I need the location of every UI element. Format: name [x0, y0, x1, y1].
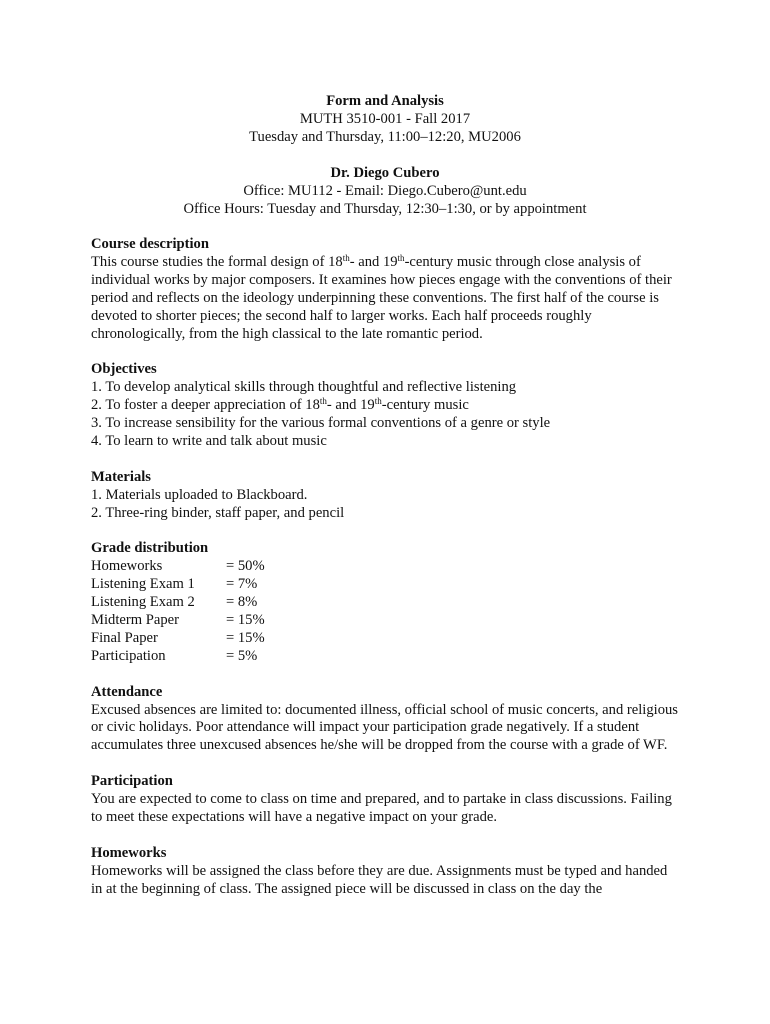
grade-distribution-section: [91, 540, 681, 665]
grade-row: [91, 648, 681, 666]
objectives-section: [91, 361, 681, 451]
course-title: Form and Analysis: [326, 93, 444, 109]
course-schedule: Tuesday and Thursday, 11:00–12:20, MU2006: [249, 128, 521, 145]
participation-heading: Participation: [91, 773, 173, 790]
grade-value: = 15%: [226, 629, 265, 646]
material-item: 1. Materials uploaded to Blackboard.: [91, 486, 308, 503]
participation-section: [91, 773, 681, 827]
grade-distribution-heading: Grade distribution: [91, 540, 209, 557]
grade-value: = 7%: [226, 576, 258, 593]
homeworks-section: [91, 845, 681, 899]
objective-item: [91, 397, 681, 415]
attendance-heading: Attendance: [91, 683, 163, 700]
course-description-heading: Course description: [91, 236, 209, 252]
grade-value: = 50%: [226, 558, 265, 575]
course-description-part: This course studies the formal design of 18: [91, 253, 343, 270]
materials-heading: Materials: [91, 468, 151, 485]
superscript: th: [319, 396, 327, 407]
superscript: th: [397, 252, 405, 263]
course-code: MUTH 3510-001 - Fall 2017: [299, 110, 471, 127]
materials-section: [91, 469, 681, 523]
homeworks-heading: Homeworks: [91, 844, 167, 861]
grade-label: Listening Exam 2: [91, 594, 195, 611]
course-header: [0, 93, 770, 147]
objectives-heading: Objectives: [91, 361, 157, 378]
grade-label: Midterm Paper: [91, 611, 179, 628]
instructor-contact: Office: MU112 - Email: Diego.Cubero@unt.edu: [243, 182, 527, 199]
grade-row: [91, 630, 681, 648]
grade-row: [91, 558, 681, 576]
course-description-part: -century music through close analysis of individual works by major composers. It examines how pieces engage with the conventions of their period and reflects on the ideology underpinning these conventions. The first half of the course is devoted to shorter pieces; the second half to larger works. Each half proceeds roughly chronologically, from the high classical to the late romantic period.: [91, 253, 672, 342]
syllabus-body: [91, 236, 681, 898]
office-hours: Office Hours: Tuesday and Thursday, 12:30–1:30, or by appointment: [183, 200, 587, 217]
attendance-section: [91, 684, 681, 756]
grade-value: = 5%: [226, 647, 258, 664]
grade-label: Homeworks: [91, 558, 163, 575]
grade-row: [91, 612, 681, 630]
superscript: th: [374, 396, 382, 407]
homeworks-text: Homeworks will be assigned the class before they are due. Assignments must be typed and handed in at the beginning of class. The assigned piece will be discussed in class on the day the: [91, 862, 668, 897]
grade-row: [91, 594, 681, 612]
objective-part: -century music: [381, 397, 469, 414]
objective-item: 4. To learn to write and talk about music: [91, 432, 327, 449]
grade-value: = 15%: [226, 611, 265, 628]
course-description-part: - and 19: [349, 253, 398, 270]
material-item: 2. Three-ring binder, staff paper, and pencil: [91, 504, 345, 521]
grade-label: Final Paper: [91, 629, 158, 646]
attendance-text: Excused absences are limited to: documented illness, official school of music concerts, and religious or civic holidays. Poor attendance will impact your participation grade negatively. If a student accumulates three unexcused absences he/she will be dropped from the course with a grade of WF.: [91, 701, 678, 754]
objective-item: 1. To develop analytical skills through thoughtful and reflective listening: [91, 379, 517, 396]
grade-label: Listening Exam 1: [91, 576, 195, 593]
course-description-text: [91, 254, 681, 344]
course-description-section: [91, 236, 681, 343]
objective-item: 3. To increase sensibility for the various formal conventions of a genre or style: [91, 415, 551, 432]
participation-text: You are expected to come to class on time and prepared, and to partake in class discussions. Failing to meet these expectations will have a negative impact on your grade.: [91, 791, 672, 825]
grade-row: [91, 576, 681, 594]
grade-label: Participation: [91, 647, 166, 664]
objective-part: - and 19: [326, 397, 375, 414]
grade-value: = 8%: [226, 594, 258, 611]
superscript: th: [342, 252, 350, 263]
objective-part: 2. To foster a deeper appreciation of 18: [91, 397, 320, 414]
instructor-name: Dr. Diego Cubero: [330, 165, 440, 181]
instructor-block: [0, 165, 770, 219]
